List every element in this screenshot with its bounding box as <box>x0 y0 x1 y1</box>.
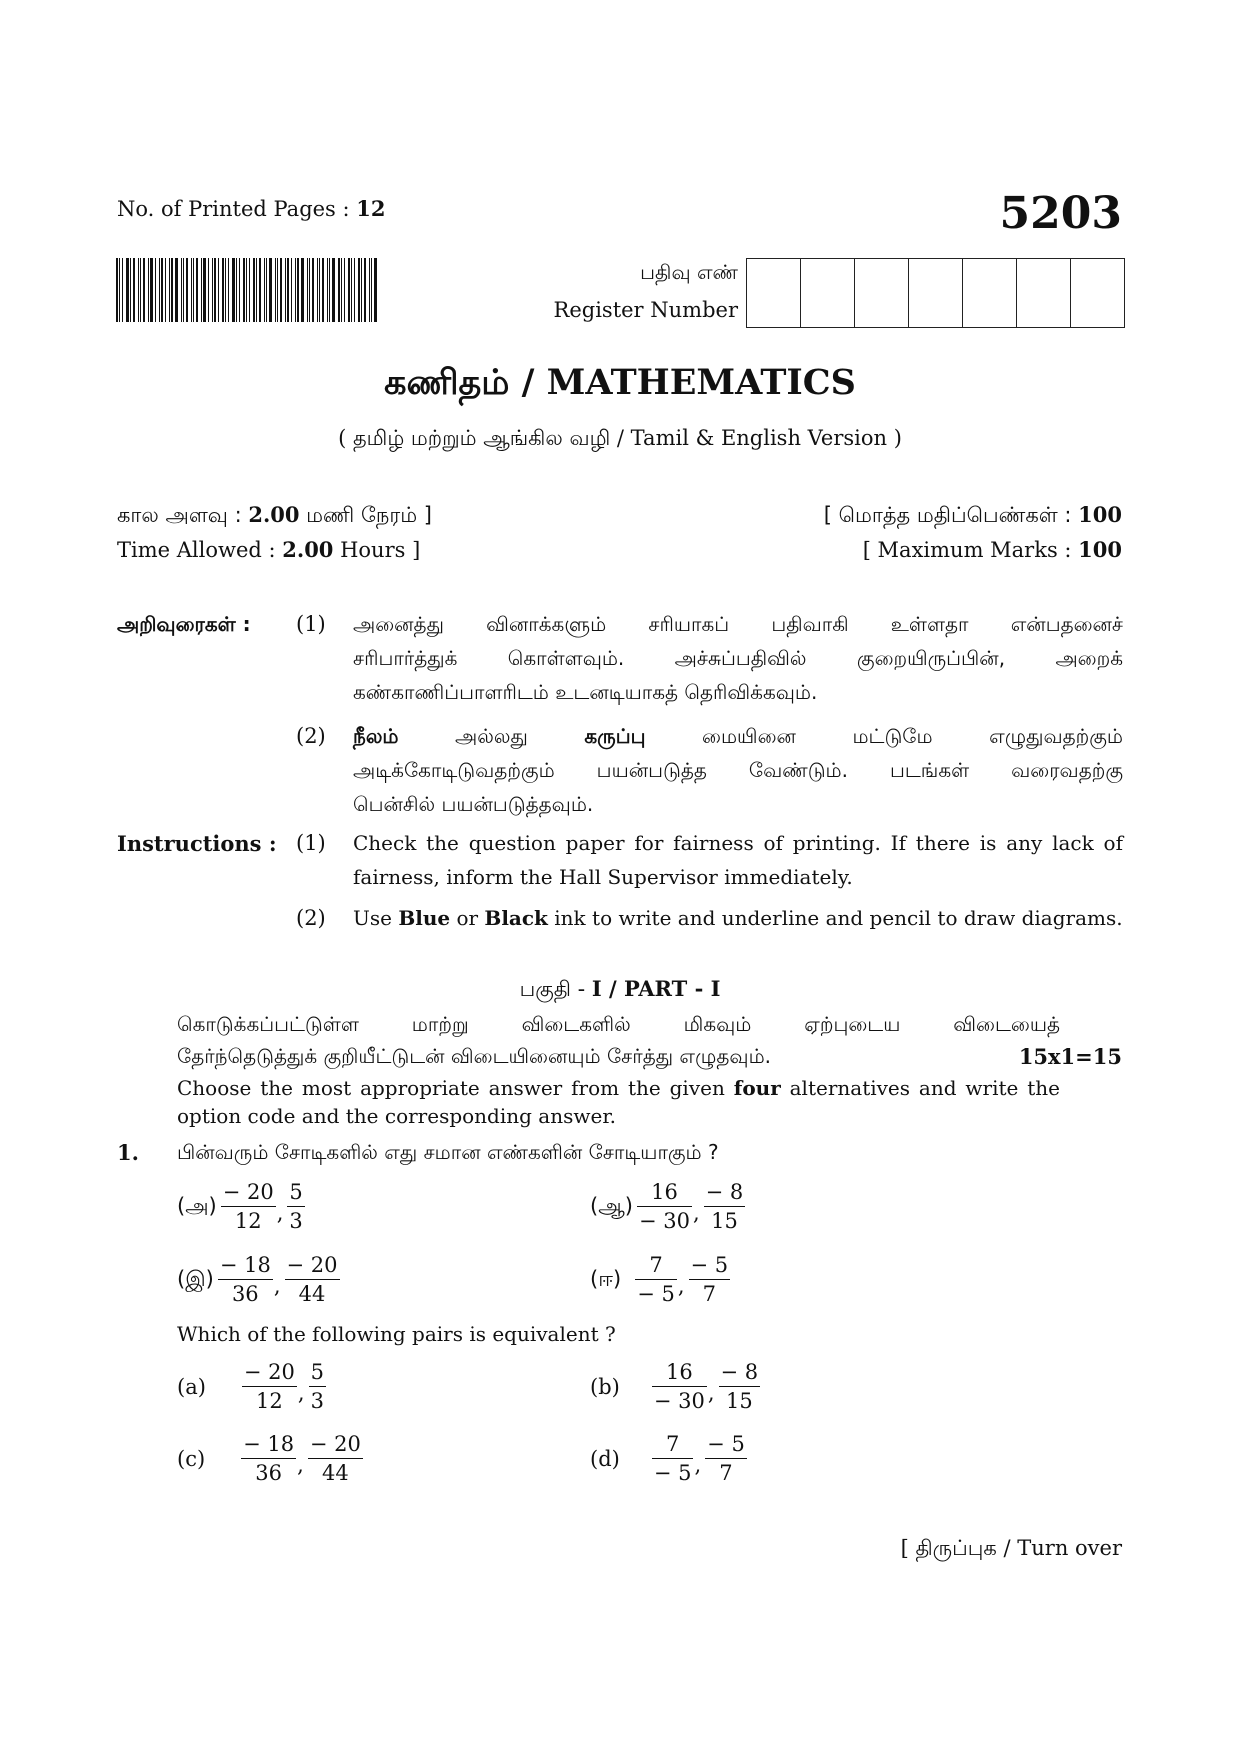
barcode-bar <box>358 258 360 322</box>
fraction <box>704 1182 746 1232</box>
turn-over-ta: திருப்புக <box>915 1536 997 1560</box>
part-title <box>0 976 1240 1004</box>
numerator: 16 <box>652 1362 707 1387</box>
barcode-bar <box>243 258 245 322</box>
denominator: 15 <box>711 1209 738 1233</box>
barcode-bar <box>119 258 120 322</box>
barcode-bar <box>256 258 257 322</box>
numerator: 7 <box>652 1434 694 1459</box>
part-title-en: I / PART - I <box>591 976 721 1001</box>
instr-en-num-2: (2) <box>296 906 326 930</box>
option-en-c[interactable] <box>177 1434 363 1484</box>
time-en-prefix: Time Allowed : <box>117 538 283 562</box>
fraction <box>221 1182 276 1232</box>
question-text-ta: பின்வரும் சோடிகளில் எது சமான எண்களின் சோடியாகும் ? <box>177 1140 719 1164</box>
time-en-value: 2.00 <box>282 537 334 562</box>
page-title: கணிதம் / MATHEMATICS <box>384 362 856 403</box>
numerator: − 5 <box>705 1434 747 1459</box>
register-digit-box[interactable] <box>1017 259 1071 327</box>
instr-ta-num-1: (1) <box>296 612 326 636</box>
barcode-bar <box>130 258 131 322</box>
barcode-bar <box>232 258 235 322</box>
black-ink-en: Black <box>484 906 548 930</box>
part-instr-en-line2: option code and the corresponding answer. <box>177 1104 617 1128</box>
barcode-bar <box>236 258 237 322</box>
barcode-bar <box>126 258 129 322</box>
register-number-boxes[interactable] <box>746 258 1125 328</box>
barcode-bar <box>193 258 194 322</box>
part-instr-en-line1 <box>177 1076 1060 1100</box>
numerator: − 18 <box>241 1434 296 1459</box>
barcode-bar <box>253 258 255 322</box>
time-allowed-en <box>117 537 420 562</box>
comma: , <box>273 1274 281 1298</box>
comma: , <box>276 1201 284 1225</box>
fraction <box>637 1182 692 1232</box>
option-label: (b) <box>590 1375 620 1399</box>
fraction <box>652 1362 707 1412</box>
register-digit-box[interactable] <box>855 259 909 327</box>
numerator: − 8 <box>719 1362 761 1387</box>
barcode-bar <box>351 258 352 322</box>
fraction <box>309 1362 326 1412</box>
barcode-bar <box>291 258 292 322</box>
fraction <box>635 1255 677 1305</box>
time-allowed-ta <box>117 502 432 530</box>
fraction <box>218 1255 273 1305</box>
barcode-bar <box>277 258 278 322</box>
numerator: − 8 <box>704 1182 746 1207</box>
barcode-bar <box>228 258 229 322</box>
numerator: − 20 <box>242 1362 297 1387</box>
option-en-d[interactable] <box>590 1434 747 1484</box>
register-label-en: Register Number <box>553 298 738 322</box>
numerator: 5 <box>287 1182 304 1207</box>
denominator: 44 <box>321 1461 349 1485</box>
fraction <box>287 1182 304 1232</box>
instr-ta-num-2: (2) <box>296 724 326 748</box>
barcode-bar <box>364 258 366 322</box>
instructions-ta-label: அறிவுரைகள் : <box>117 612 251 636</box>
printed-pages <box>117 196 386 221</box>
barcode-bar <box>140 258 141 322</box>
barcode-bar <box>285 258 286 322</box>
instr-en-2 <box>353 906 1123 930</box>
barcode-bar <box>155 258 156 322</box>
time-ta-value: 2.00 <box>248 502 300 527</box>
denominator: 36 <box>255 1461 283 1485</box>
numerator: 5 <box>309 1362 326 1387</box>
barcode-bar <box>116 258 118 322</box>
comma: , <box>297 1381 305 1405</box>
barcode-bar <box>201 258 202 322</box>
barcode-bar <box>169 258 170 322</box>
barcode-bar <box>341 258 342 322</box>
turn-over-en: / Turn over <box>996 1536 1122 1560</box>
blue-ink-ta: நீலம் <box>353 724 399 748</box>
instr-en-2-a: Use <box>353 906 399 930</box>
barcode-bar <box>212 258 213 322</box>
part-instr-en-four: four <box>733 1076 781 1100</box>
turn-over <box>901 1536 1122 1563</box>
fraction <box>652 1434 694 1484</box>
time-en-suffix: Hours ] <box>333 538 421 562</box>
time-ta-prefix: கால அளவு : <box>117 503 249 527</box>
fraction <box>689 1255 731 1305</box>
black-ink-ta: கருப்பு <box>584 724 646 748</box>
numerator: − 20 <box>285 1255 340 1280</box>
denominator: 3 <box>289 1209 303 1233</box>
barcode-bar <box>181 258 182 322</box>
option-ta-4[interactable] <box>590 1255 730 1305</box>
turn-over-bracket: [ <box>900 1536 916 1560</box>
part-instr-ta-line2: தேர்ந்தெடுத்துக் குறியீட்டுடன் விடையினையும் சேர்த்து எழுதவும். <box>177 1044 772 1068</box>
barcode-bar <box>266 258 267 322</box>
barcode-bar <box>275 258 276 322</box>
barcode-bar <box>208 258 209 322</box>
barcode-bar <box>214 258 216 322</box>
max-marks-ta <box>824 502 1122 530</box>
instr-en-num-1: (1) <box>296 831 326 855</box>
barcode-bar <box>338 258 340 322</box>
barcode-bar <box>322 258 324 322</box>
barcode-bar <box>165 258 166 322</box>
numerator: 16 <box>637 1182 692 1207</box>
part-marks: 15x1=15 <box>1018 1044 1122 1069</box>
blue-ink-en: Blue <box>398 906 451 930</box>
fraction <box>242 1362 297 1412</box>
barcode-bar <box>312 258 314 322</box>
barcode-bar <box>280 258 282 322</box>
barcode-bar <box>295 258 296 322</box>
barcode-bar <box>225 258 226 322</box>
comma: , <box>297 1453 304 1477</box>
barcode-bar <box>348 258 350 322</box>
paper-code: 5203 <box>999 188 1122 239</box>
option-ta-3[interactable] <box>177 1255 340 1305</box>
barcode-bar <box>369 258 370 322</box>
denominator: 15 <box>725 1389 753 1413</box>
barcode-bar <box>143 258 145 322</box>
register-digit-box[interactable] <box>801 259 855 327</box>
barcode-bar <box>171 258 173 322</box>
instr-ta-2-line3: பென்சில் பயன்படுத்தவும். <box>353 792 594 816</box>
barcode-bar <box>159 258 160 322</box>
barcode-bar <box>319 258 320 322</box>
barcode-bar <box>239 258 240 322</box>
denominator: 3 <box>310 1389 324 1413</box>
barcode-bar <box>138 258 139 322</box>
barcode-bar <box>246 258 247 322</box>
denominator: − 30 <box>653 1389 705 1413</box>
comma: , <box>677 1274 685 1298</box>
option-label: (ஆ) <box>590 1193 633 1218</box>
barcode-bar <box>122 258 123 322</box>
fraction <box>241 1434 296 1484</box>
part-instr-ta-line1: கொடுக்கப்பட்டுள்ள மாற்று விடைகளில் மிகவும் ஏற்புடைய விடையைத் <box>177 1012 1060 1036</box>
instr-en-2-e: ink to write and underline and pencil to draw diagrams. <box>547 906 1123 930</box>
barcode-bar <box>287 258 289 322</box>
page-subtitle: ( தமிழ் மற்றும் ஆங்கில வழி / Tamil & English Version ) <box>338 426 902 450</box>
marks-en-prefix: [ Maximum Marks : <box>862 538 1079 562</box>
instr-en-2-c: or <box>450 906 485 930</box>
barcode-bar <box>332 258 335 322</box>
instr-en-1-line1: Check the question paper for fairness of printing. If there is any lack of <box>353 831 1123 855</box>
barcode-bar <box>329 258 330 322</box>
option-label: (ஈ) <box>590 1266 622 1291</box>
comma: , <box>694 1453 702 1477</box>
register-digit-box[interactable] <box>963 259 1017 327</box>
fraction <box>285 1255 340 1305</box>
barcode-bar <box>183 258 184 322</box>
comma: , <box>707 1381 715 1405</box>
register-digit-box[interactable] <box>747 259 801 327</box>
barcode-bar <box>148 258 149 322</box>
instr-en-1-line2: fairness, inform the Hall Supervisor immediately. <box>353 865 853 889</box>
denominator: 36 <box>231 1282 259 1306</box>
barcode-bar <box>344 258 345 322</box>
instr-ta-2-rest: மையினை மட்டுமே எழுதுவதற்கும் <box>645 724 1123 748</box>
option-en-a[interactable] <box>177 1362 326 1412</box>
printed-pages-label: No. of Printed Pages : <box>117 197 357 221</box>
question-text-en: Which of the following pairs is equivalent ? <box>177 1322 616 1346</box>
numerator: − 18 <box>218 1255 273 1280</box>
option-label: (d) <box>590 1447 620 1471</box>
barcode <box>116 258 384 322</box>
barcode-bar <box>196 258 198 322</box>
barcode-bar <box>361 258 362 322</box>
barcode-bar <box>269 258 272 322</box>
option-en-b[interactable] <box>590 1362 760 1412</box>
barcode-bar <box>371 258 372 322</box>
barcode-bar <box>297 258 299 322</box>
instr-ta-1-line2: சரிபார்த்துக் கொள்ளவும். அச்சுப்பதிவில் குறையிருப்பின், அறைக் <box>353 646 1123 670</box>
numerator: 7 <box>635 1255 677 1280</box>
part-instr-en-c: alternatives and write the <box>780 1076 1060 1100</box>
barcode-bar <box>307 258 308 322</box>
marks-ta-prefix: [ மொத்த மதிப்பெண்கள் : <box>823 503 1079 527</box>
barcode-bar <box>186 258 188 322</box>
barcode-bar <box>161 258 163 322</box>
printed-pages-value: 12 <box>356 196 386 221</box>
option-label: (இ) <box>177 1266 214 1291</box>
barcode-bar <box>301 258 304 322</box>
instr-ta-2-line1 <box>353 724 1123 751</box>
part-title-ta: பகுதி - <box>519 977 592 1001</box>
instr-ta-2-line2: அடிக்கோடிடுவதற்கும் பயன்படுத்த வேண்டும். படங்கள் வரைவதற்கு <box>353 758 1123 782</box>
numerator: − 20 <box>308 1434 363 1459</box>
barcode-bar <box>203 258 206 322</box>
barcode-bar <box>191 258 192 322</box>
comma: , <box>692 1201 700 1225</box>
instr-ta-1-line3: கண்காணிப்பாளரிடம் உடனடியாகத் தெரிவிக்கவும். <box>353 680 818 704</box>
barcode-bar <box>150 258 153 322</box>
option-label: (a) <box>177 1375 206 1399</box>
marks-en-value: 100 <box>1078 537 1122 562</box>
barcode-bar <box>354 258 355 322</box>
option-label: (அ) <box>177 1193 217 1218</box>
register-label-ta: பதிவு எண் <box>640 260 738 284</box>
barcode-bar <box>327 258 328 322</box>
barcode-bar <box>175 258 178 322</box>
register-digit-box[interactable] <box>909 259 963 327</box>
barcode-bar <box>222 258 224 322</box>
or-ta: அல்லது <box>398 724 585 748</box>
instr-ta-1-line1: அனைத்து வினாக்களும் சரியாகப் பதிவாகி உள்ளதா என்பதனைச் <box>353 612 1123 636</box>
instructions-en-label: Instructions : <box>117 831 277 856</box>
question-number: 1. <box>117 1140 139 1165</box>
option-label: (c) <box>177 1447 206 1471</box>
barcode-bar <box>133 258 135 322</box>
fraction <box>308 1434 363 1484</box>
denominator: − 30 <box>638 1209 690 1233</box>
register-digit-box[interactable] <box>1071 259 1124 327</box>
fraction <box>719 1362 761 1412</box>
denominator: 7 <box>719 1461 733 1485</box>
option-ta-1[interactable] <box>177 1182 305 1232</box>
denominator: 7 <box>702 1282 717 1306</box>
max-marks-en <box>863 537 1122 562</box>
barcode-bar <box>249 258 250 322</box>
denominator: − 5 <box>637 1282 675 1306</box>
denominator: − 5 <box>653 1461 692 1485</box>
denominator: 44 <box>298 1282 326 1306</box>
denominator: 12 <box>256 1389 283 1413</box>
barcode-bar <box>259 258 261 322</box>
option-ta-2[interactable] <box>590 1182 745 1232</box>
barcode-bar <box>317 258 318 322</box>
barcode-bar <box>218 258 219 322</box>
time-ta-suffix: மணி நேரம் ] <box>299 503 432 527</box>
marks-ta-value: 100 <box>1078 502 1122 527</box>
barcode-bar <box>309 258 310 322</box>
numerator: − 20 <box>221 1182 276 1207</box>
barcode-bar <box>374 258 377 322</box>
denominator: 12 <box>234 1209 262 1233</box>
fraction <box>705 1434 747 1484</box>
barcode-bar <box>264 258 265 322</box>
numerator: − 5 <box>689 1255 731 1280</box>
part-instr-en-a: Choose the most appropriate answer from the given <box>177 1076 734 1100</box>
